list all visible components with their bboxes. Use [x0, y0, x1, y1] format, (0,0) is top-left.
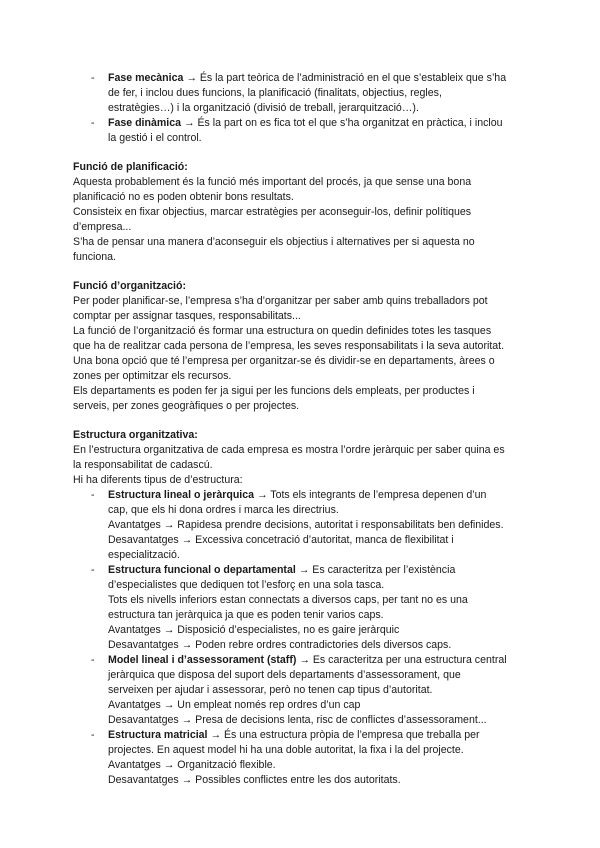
text-line: que ha de realitzar cada persona de l’empresa, les seves responsabilitats i la seva autoritat.: [73, 340, 505, 352]
text-line: Hi ha diferents tipus de d’estructura:: [73, 474, 243, 486]
bullet-dash: -: [91, 729, 95, 741]
term: Model lineal i d’assessorament (staff): [108, 654, 297, 666]
definition: → És la part on es fica tot el que s’ha organitzat en pràctica, i inclou: [181, 117, 503, 129]
estructura-item-matricial: [108, 728, 480, 743]
bullet-dash: -: [91, 654, 95, 666]
text-line: funciona.: [73, 251, 116, 263]
text-line: Avantatges → Un empleat només rep ordres d’un cap: [108, 699, 361, 711]
text-line: Avantatges → Rapidesa prendre decisions, autoritat i responsabilitats ben definides.: [108, 519, 504, 531]
text-line: Aquesta probablement és la funció més important del procés, ja que sense una bona: [73, 176, 472, 188]
text-line: Desavantatges → Presa de decisions lenta, risc de conflictes d’assessorament...: [108, 714, 487, 726]
text-line: En l’estructura organitzativa de cada empresa es mostra l’ordre jeràrquic per saber quina es: [73, 444, 505, 456]
text-line: planificació no es poden obtenir bons resultats.: [73, 191, 294, 203]
text-line: Els departaments es poden fer ja sigui per les funcions dels empleats, per productes i: [73, 385, 475, 397]
text-line: la responsabilitat de cadascú.: [73, 459, 213, 471]
bullet-dash: -: [91, 72, 95, 84]
term: Estructura lineal o jeràrquica: [108, 489, 255, 501]
term: Fase dinàmica: [108, 117, 182, 129]
definition: → Tots els integrants de l’empresa depenen d’un: [254, 489, 487, 501]
bullet-dash: -: [91, 564, 95, 576]
estructura-item-lineal: [108, 488, 486, 503]
intro-item-1: [108, 71, 506, 86]
text-line: jeràrquica que disposa del suport dels departaments d’assessorament, que: [108, 669, 461, 681]
text-line: S’ha de pensar una manera d’aconseguir els objectius i alternatives per si aquesta no: [73, 236, 475, 248]
text-line: Desavantatges → Poden rebre ordres contradictories dels diversos caps.: [108, 639, 452, 651]
text-line: Desavantatges → Excessiva concetració d’autoritat, manca de flexibilitat i: [108, 534, 454, 546]
estructura-item-staff: [108, 653, 507, 668]
text-line: d’empresa...: [73, 221, 132, 233]
text-line: Avantatges → Disposició d’especialistes, no es gaire jeràrquic: [108, 624, 400, 636]
text-line: cap, que els hi dona ordres i marca les directrius.: [108, 504, 339, 516]
section-title-organitzacio: Funció d’organització:: [73, 280, 186, 292]
section-title-planificacio: Funció de planificació:: [73, 161, 188, 173]
text-line: zones per optimitzar els recursos.: [73, 370, 232, 382]
section-title-estructura: Estructura organitzativa:: [73, 429, 198, 441]
intro-item-2: [108, 116, 503, 131]
text-line: La funció de l’organització és formar una estructura on quedin definides totes les tasques: [73, 325, 492, 337]
text-line: Avantatges → Organització flexible.: [108, 759, 276, 771]
text-line: la gestió i el control.: [108, 132, 202, 144]
text-line: Desavantatges → Possibles conflictes entre les dos autoritats.: [108, 774, 401, 786]
text-line: estratègies…) i la organització (divisió de treball, jerarquització…).: [108, 102, 419, 114]
bullet-dash: -: [91, 489, 95, 501]
text-line: Una bona opció que té l’empresa per organitzar-se és dividir-se en departaments, àrees o: [73, 355, 495, 367]
definition: → És una estructura pròpia de l’empresa que treballa per: [207, 729, 480, 741]
text-line: Consisteix en fixar objectius, marcar estratègies per aconseguir-los, definir polítiques: [73, 206, 472, 218]
bullet-dash: -: [91, 117, 95, 129]
definition: → Es caracteritza per una estructura central: [296, 654, 507, 666]
text-line: Tots els nivells inferiors estan connectats a diversos caps, per tant no es una: [108, 594, 468, 606]
text-line: comptar per assignar tasques, responsabilitats...: [73, 310, 301, 322]
estructura-item-funcional: [108, 563, 455, 578]
term: Estructura matricial: [108, 729, 208, 741]
text-line: serveixen per ajudar i assessorar, però no tenen cap tipus d’autoritat.: [108, 684, 433, 696]
term: Estructura funcional o departamental: [108, 564, 296, 576]
term: Fase mecànica: [108, 72, 184, 84]
text-line: estructura tan jeràrquica ja que es poden tenir varios caps.: [108, 609, 384, 621]
text-line: Per poder planificar-se, l’empresa s’ha d’organitzar per saber amb quins treballadors pot: [73, 295, 488, 307]
definition: → És la part teòrica de l’administració en el que s’estableix que s’ha: [183, 72, 507, 84]
text-line: especialització.: [108, 549, 180, 561]
text-line: projectes. En aquest model hi ha una doble autoritat, la fixa i la del projecte.: [108, 744, 464, 756]
text-line: de fer, i inclou dues funcions, la planificació (finalitats, objectius, regles,: [108, 87, 442, 99]
text-line: d’especialistes que dediquen tot l’esforç en una sola tasca.: [108, 579, 385, 591]
definition: → Es caracteritza per l’existència: [295, 564, 456, 576]
text-line: serveis, per zones geogràfiques o per projectes.: [73, 400, 300, 412]
